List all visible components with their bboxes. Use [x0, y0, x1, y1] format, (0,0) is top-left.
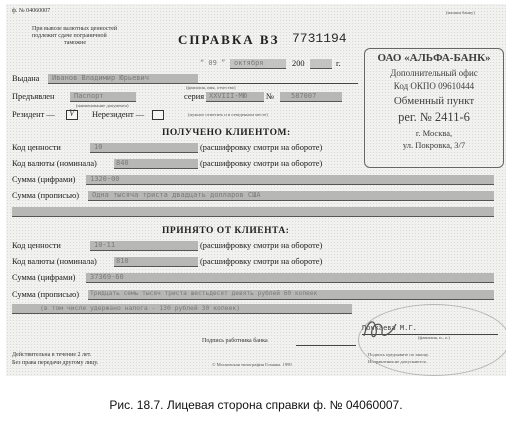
received-sum-words-field-2 — [12, 207, 494, 217]
accepted-value-code: 10-11 — [94, 241, 116, 249]
form-number: ф. № 04060007 — [12, 8, 51, 14]
number-label: № — [266, 92, 274, 101]
received-currency-code: 840 — [116, 159, 129, 167]
stamp-line-bank: ОАО «АЛЬФА-БАНК» — [377, 52, 491, 64]
stamp-line-okpo: Код ОКПО 09610444 — [393, 81, 475, 91]
issued-value: Иванов Владимир Юрьевич — [52, 74, 149, 82]
issued-hint: (фамилия, имя, отчество) — [186, 85, 236, 90]
resident-label: Резидент — — [12, 110, 55, 119]
number-value: 587007 — [291, 92, 317, 100]
certificate-document — [6, 4, 506, 376]
accepted-value-code-label: Код ценности — [12, 241, 61, 250]
handwritten-signature — [360, 316, 400, 342]
stamp-line-address: ул. Покровка, 3/7 — [402, 140, 466, 150]
resident-check-mark: V — [69, 108, 75, 118]
notice-line-1: При вывозе валютных ценностей — [32, 26, 118, 32]
received-value-code: 10 — [94, 143, 103, 151]
accepted-heading: ПРИНЯТО ОТ КЛИЕНТА: — [162, 226, 290, 236]
accepted-sum-digits-field — [86, 273, 494, 283]
validity-note: Действительна в течение 2 лет. — [12, 352, 92, 358]
date-month: октября — [234, 59, 264, 67]
date-year: 200 — [292, 59, 305, 68]
date-year-suffix: г. — [336, 59, 341, 68]
series-value: XXVIII-МЮ — [209, 92, 247, 100]
received-currency-code-hint: (расшифровку смотри на обороте) — [200, 159, 323, 168]
accepted-sum-words-line-2: (в том числе удержано налога - 130 рублей 30 копеек) — [40, 304, 241, 312]
transfer-note: Без права передачи другому лицу. — [12, 360, 99, 366]
stamp-line-office: Дополнительный офис — [390, 68, 478, 78]
received-heading: ПОЛУЧЕНО КЛИЕНТОМ: — [162, 128, 291, 138]
received-sum-digits-label: Сумма (цифрами) — [12, 175, 76, 184]
signer-name: Почкаева М.Г. — [362, 324, 417, 332]
signature-label: Подпись работника банка — [202, 338, 268, 344]
received-sum-digits: 1320-00 — [90, 175, 120, 183]
serial-number: 7731194 — [292, 31, 347, 46]
legal-note-2: Исправления не допускаются. — [368, 359, 427, 364]
received-value-code-hint: (расшифровку смотри на обороте) — [200, 143, 323, 152]
figure-caption: Рис. 18.7. Лицевая сторона справки ф. № 04060007. — [109, 398, 403, 412]
received-sum-words-label: Сумма (прописью) — [12, 191, 79, 200]
residency-hint: (нужное отметить и в отведенном месте) — [188, 112, 268, 117]
notice-line-3: таможне — [64, 40, 87, 46]
stamp-line-exchange: Обменный пункт — [393, 95, 475, 107]
received-value-code-field — [90, 143, 198, 153]
bank-stamp — [364, 48, 504, 168]
stamp-line-reg: рег. № 2411-6 — [398, 110, 470, 124]
document-hint: (наименование документа) — [76, 103, 129, 108]
stamp-line-city: г. Москва, — [415, 128, 453, 138]
nonresident-checkbox[interactable] — [152, 110, 164, 120]
accepted-sum-words-line-1: Тридцать семь тысяч триста шестьдесят девять рублей 60 копеек — [90, 290, 318, 297]
nonresident-label: Нерезидент — — [92, 110, 145, 119]
top-right-note: (машин банку) — [446, 10, 475, 15]
received-currency-code-label: Код валюты (номинала) — [12, 159, 97, 168]
date-day: “ 09 ” — [200, 59, 226, 67]
received-sum-digits-field — [86, 175, 494, 185]
document-value: Паспорт — [74, 92, 104, 100]
issued-label: Выдана — [12, 74, 40, 83]
signature-underline — [296, 345, 356, 346]
accepted-sum-digits-label: Сумма (цифрами) — [12, 273, 76, 282]
series-label: серия — [184, 92, 205, 101]
accepted-sum-words-label: Сумма (прописью) — [12, 290, 79, 299]
accepted-currency-code-hint: (расшифровку смотри на обороте) — [200, 257, 323, 266]
document-label: Предъявлен — [12, 92, 55, 101]
signer-hint: (фамилия, и., о.) — [418, 335, 450, 340]
accepted-value-code-hint: (расшифровку смотри на обороте) — [200, 241, 323, 250]
printer-note: © Московская типография Гознака. 1999 — [212, 362, 292, 367]
issued-underline — [198, 83, 358, 84]
accepted-sum-digits: 37369-60 — [90, 273, 124, 281]
legal-note-1: Подпись предъявите по закону. — [368, 352, 429, 357]
accepted-currency-code-label: Код валюты (номинала) — [12, 257, 97, 266]
received-value-code-label: Код ценности — [12, 143, 61, 152]
document-title: СПРАВКА ВЗ — [178, 32, 280, 47]
notice-line-2: подлежит сдаче пограничной — [32, 33, 107, 39]
date-year-field — [310, 59, 332, 69]
received-sum-words: Одна тысяча триста двадцать долларов США — [92, 191, 261, 199]
accepted-currency-code: 810 — [116, 257, 129, 265]
